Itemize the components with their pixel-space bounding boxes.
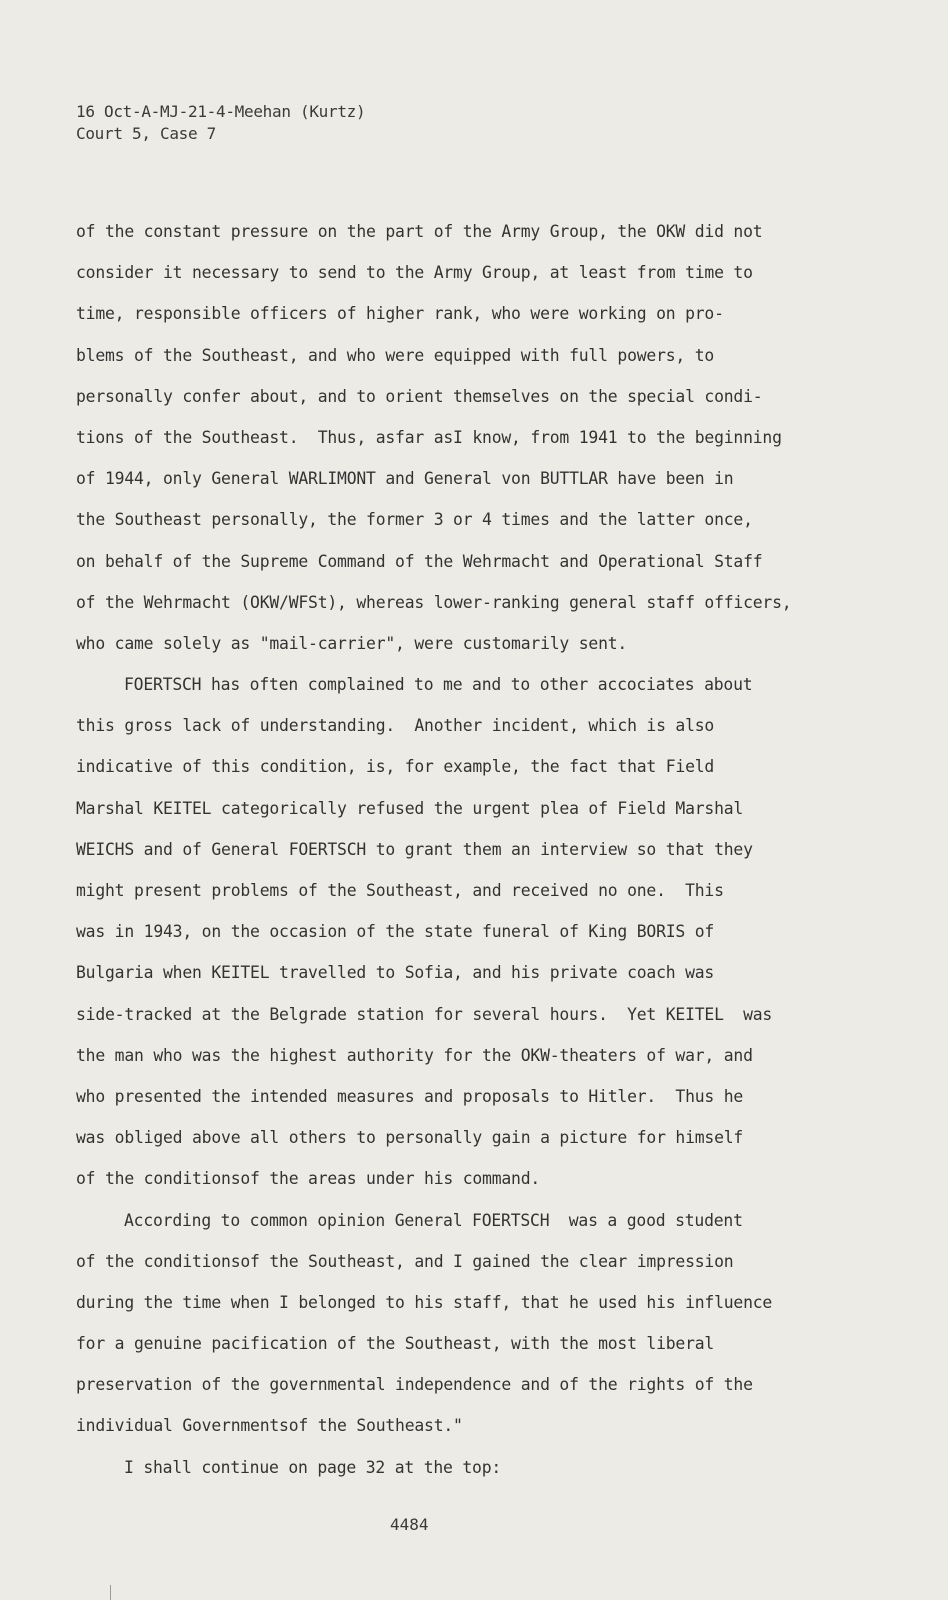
body-line: side-tracked at the Belgrade station for several hours. Yet KEITEL was [76,1004,773,1024]
body-line: this gross lack of understanding. Another incident, which is also [76,716,715,736]
body-line: who presented the intended measures and proposals to Hitler. Thus he [76,1086,744,1106]
body-line: Marshal KEITEL categorically refused the urgent plea of Field Marshal [76,798,744,818]
body-line: blems of the Southeast, and who were equipped with full powers, to [76,345,715,365]
body-line: FOERTSCH has often complained to me and to other accociates about [124,675,753,695]
body-line: Bulgaria when KEITEL travelled to Sofia, and his private coach was [76,963,715,983]
body-line: during the time when I belonged to his staff, that he used his influence [76,1292,773,1312]
header-reference-line: 16 Oct-A-MJ-21-4-Meehan (Kurtz) [76,102,366,121]
body-line: personally confer about, and to orient themselves on the special condi- [76,386,763,406]
body-line: the man who was the highest authority for the OKW-theaters of war, and [76,1045,753,1065]
body-line: the Southeast personally, the former 3 or 4 times and the latter once, [76,510,753,530]
document-body [76,222,856,1499]
header-court-line: Court 5, Case 7 [76,124,216,143]
document-header [76,101,365,145]
body-line: WEICHS and of General FOERTSCH to grant them an interview so that they [76,839,753,859]
scan-mark [110,1585,111,1600]
body-line: of the conditionsof the Southeast, and I gained the clear impression [76,1251,734,1271]
body-line: of the Wehrmacht (OKW/WFSt), whereas lower-ranking general staff officers, [76,592,792,612]
body-line: on behalf of the Supreme Command of the Wehrmacht and Operational Staff [76,551,763,571]
body-line: tions of the Southeast. Thus, asfar asI know, from 1941 to the beginning [76,427,782,447]
body-line: preservation of the governmental independence and of the rights of the [76,1375,753,1395]
body-line: of 1944, only General WARLIMONT and General von BUTTLAR have been in [76,469,734,489]
body-line: of the constant pressure on the part of the Army Group, the OKW did not [76,222,763,241]
page-number: 4484 [390,1515,429,1534]
body-line: consider it necessary to send to the Army Group, at least from time to [76,263,753,283]
body-line: was obliged above all others to personally gain a picture for himself [76,1128,744,1148]
body-line: time, responsible officers of higher rank, who were working on pro- [76,304,724,324]
body-line: individual Governmentsof the Southeast." [76,1416,463,1436]
body-line: was in 1943, on the occasion of the state funeral of King BORIS of [76,922,715,942]
body-line: I shall continue on page 32 at the top: [124,1457,502,1477]
body-line: According to common opinion General FOERTSCH was a good student [124,1210,743,1230]
body-line: who came solely as "mail-carrier", were customarily sent. [76,633,628,653]
body-line: indicative of this condition, is, for example, the fact that Field [76,757,715,777]
body-line: of the conditionsof the areas under his command. [76,1169,541,1189]
body-line: might present problems of the Southeast, and received no one. This [76,881,724,900]
body-line: for a genuine pacification of the Southeast, with the most liberal [76,1334,715,1354]
